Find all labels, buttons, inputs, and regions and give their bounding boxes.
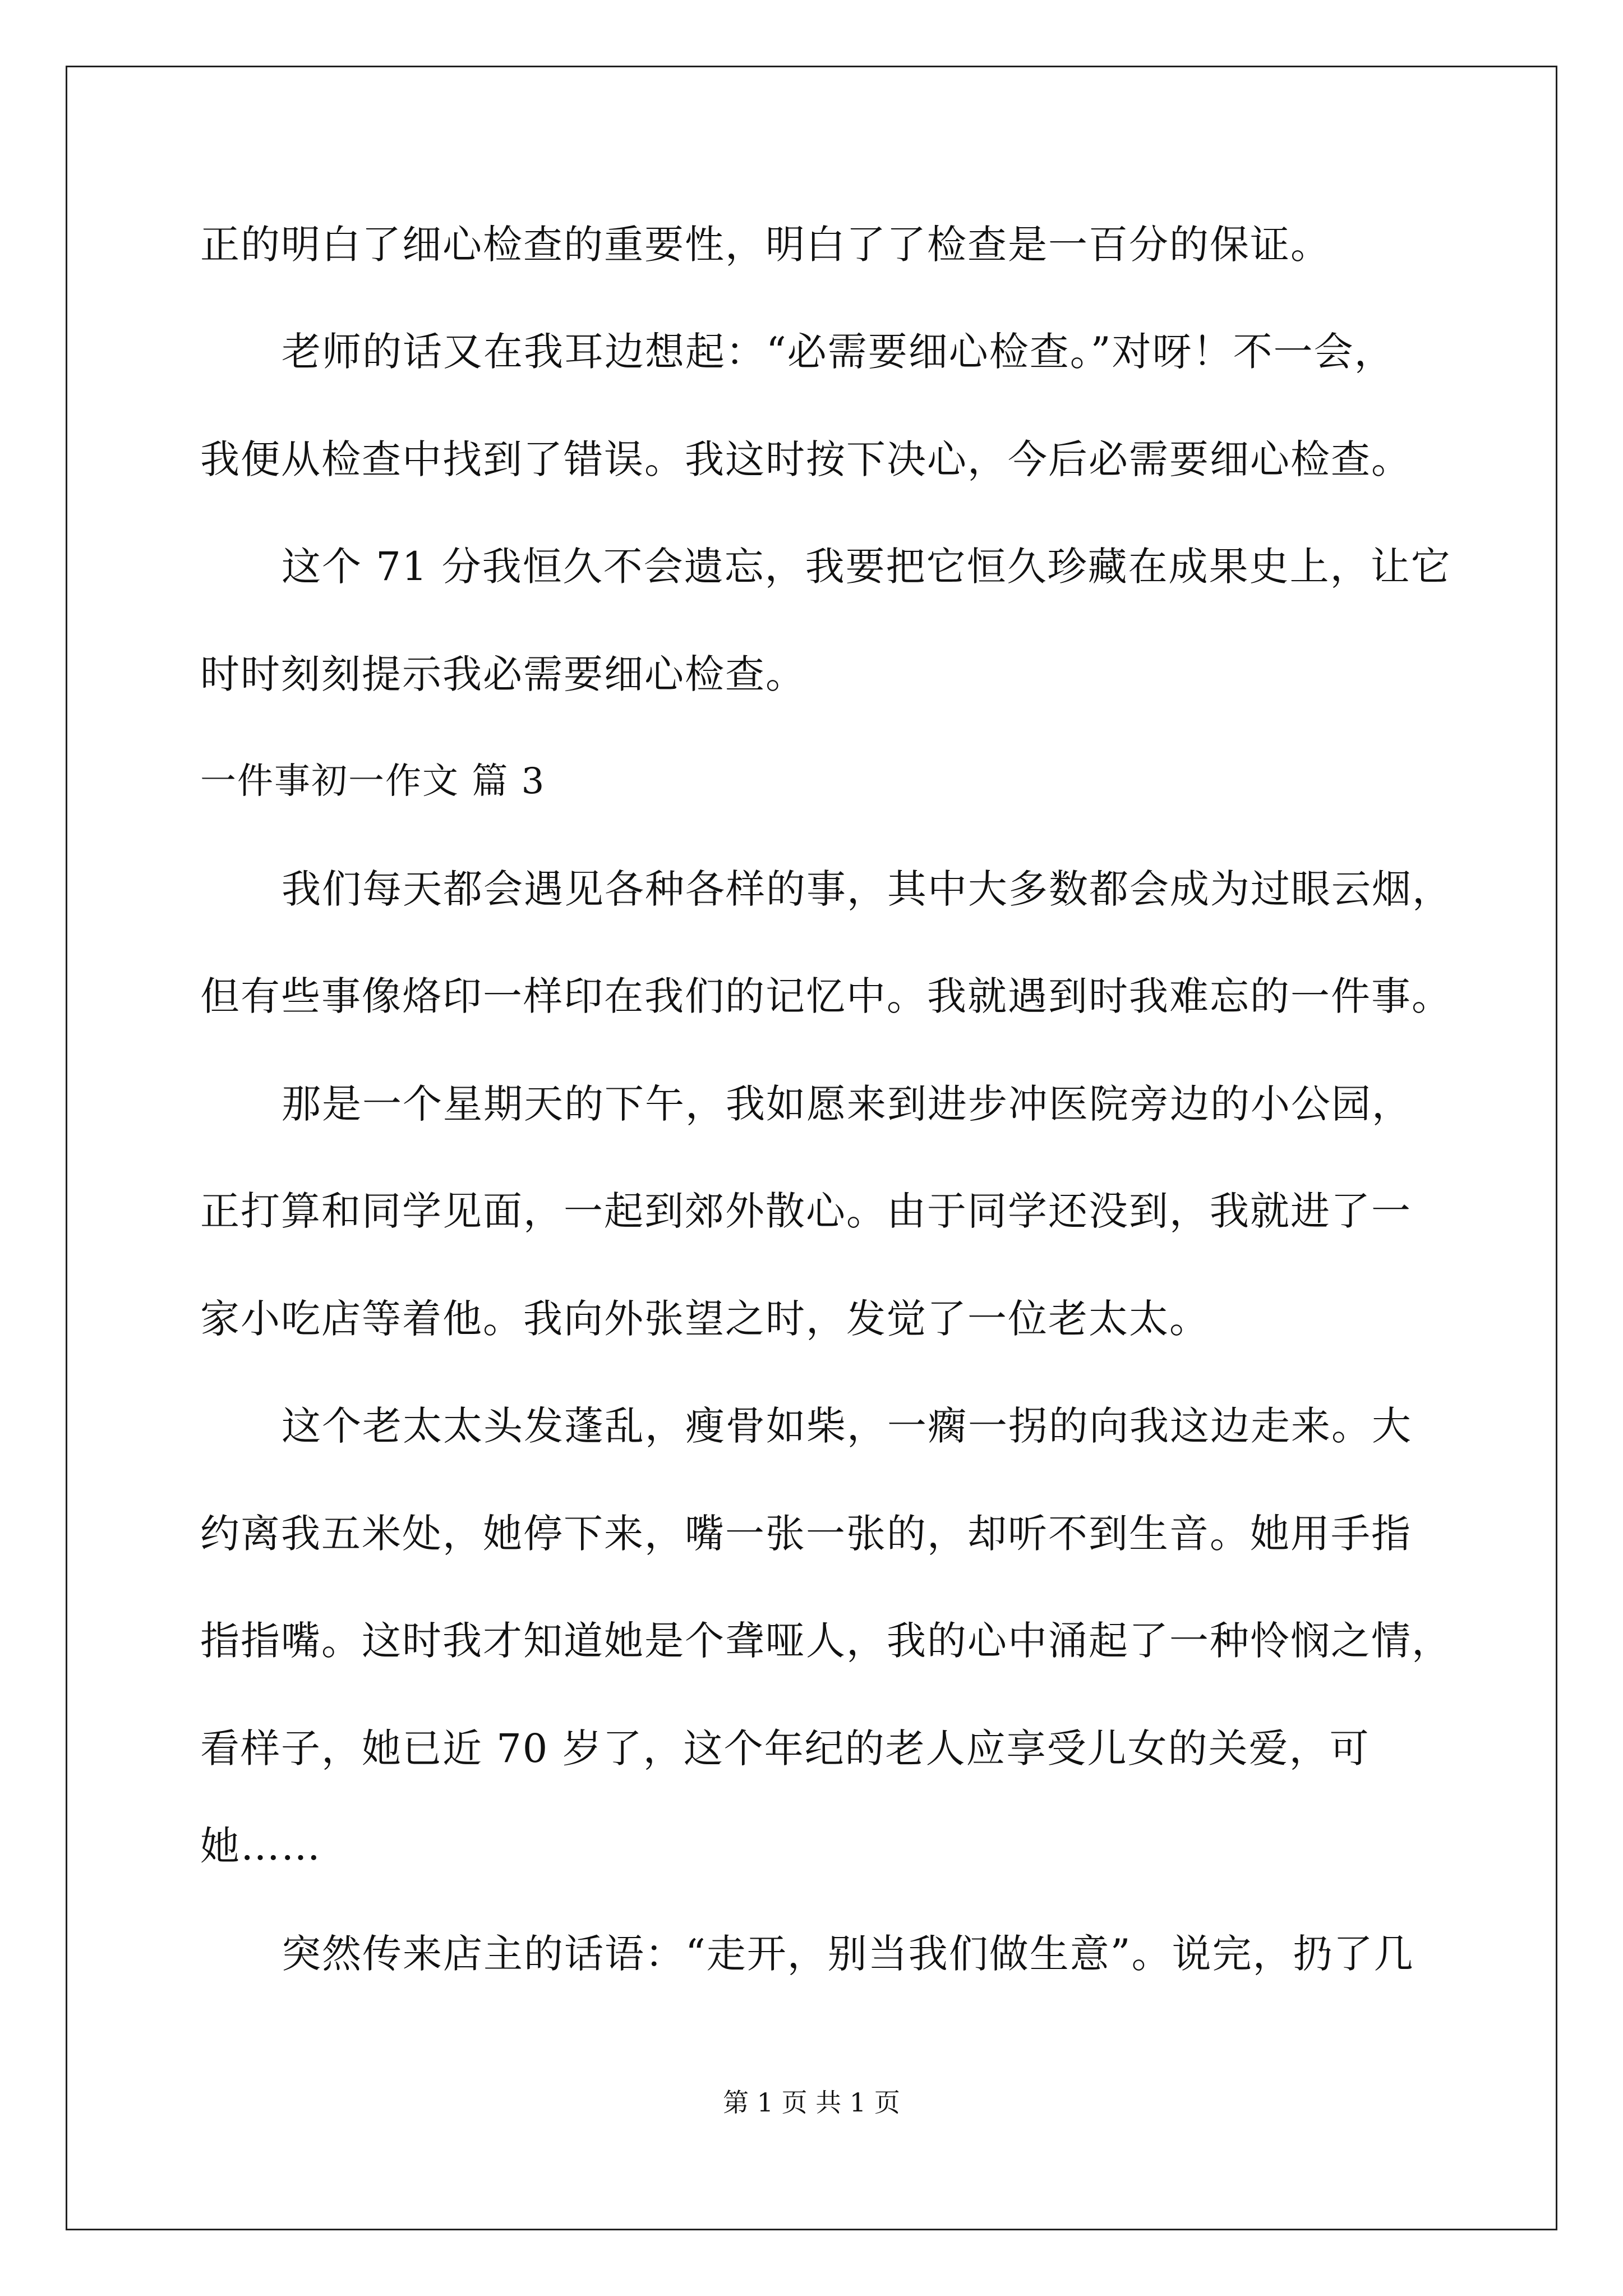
page-footer: 第 1 页 共 1 页 bbox=[723, 2087, 900, 2118]
text-line-2: 老师的话又在我耳边想起：“必需要细心检查。”对呀！不一会， bbox=[282, 329, 1395, 375]
text-line-10: 正打算和同学见面，一起到郊外散心。由于同学还没到，我就进了一 bbox=[200, 1188, 1412, 1234]
text-line-3: 我便从检查中找到了错误。我这时按下决心，今后必需要细心检查。 bbox=[200, 436, 1412, 482]
text-line-9: 那是一个星期天的下午，我如愿来到进步冲医院旁边的小公园， bbox=[282, 1081, 1412, 1127]
text-line-12: 这个老太太头发蓬乱，瘦骨如柴，一瘸一拐的向我这边走来。大 bbox=[282, 1403, 1412, 1449]
text-line-7: 我们每天都会遇见各种各样的事，其中大多数都会成为过眼云烟， bbox=[282, 866, 1453, 912]
text-line-16: 她…… bbox=[200, 1823, 321, 1869]
text-line-14: 指指嘴。这时我才知道她是个聋哑人，我的心中涌起了一种怜悯之情， bbox=[200, 1618, 1452, 1664]
page-border bbox=[66, 66, 1557, 2230]
text-line-15: 看样子，她已近 70 岁了，这个年纪的老人应享受儿女的关爱，可 bbox=[200, 1726, 1370, 1772]
text-line-17: 突然传来店主的话语：“走开，别当我们做生意”。说完，扔了几 bbox=[282, 1931, 1414, 1977]
text-line-11: 家小吃店等着他。我向外张望之时，发觉了一位老太太。 bbox=[200, 1296, 1210, 1342]
text-line-8: 但有些事像烙印一样印在我们的记忆中。我就遇到时我难忘的一件事。 bbox=[200, 973, 1452, 1019]
text-line-13: 约离我五米处，她停下来，嘴一张一张的，却听不到生音。她用手指 bbox=[200, 1511, 1412, 1557]
text-line-4: 这个 71 分我恒久不会遗忘，我要把它恒久珍藏在成果史上，让它 bbox=[282, 544, 1451, 590]
text-line-5: 时时刻刻提示我必需要细心检查。 bbox=[200, 651, 806, 697]
section-heading: 一件事初一作文 篇 3 bbox=[200, 761, 546, 802]
text-line-1: 正的明白了细心检查的重要性，明白了了检查是一百分的保证。 bbox=[200, 222, 1331, 268]
